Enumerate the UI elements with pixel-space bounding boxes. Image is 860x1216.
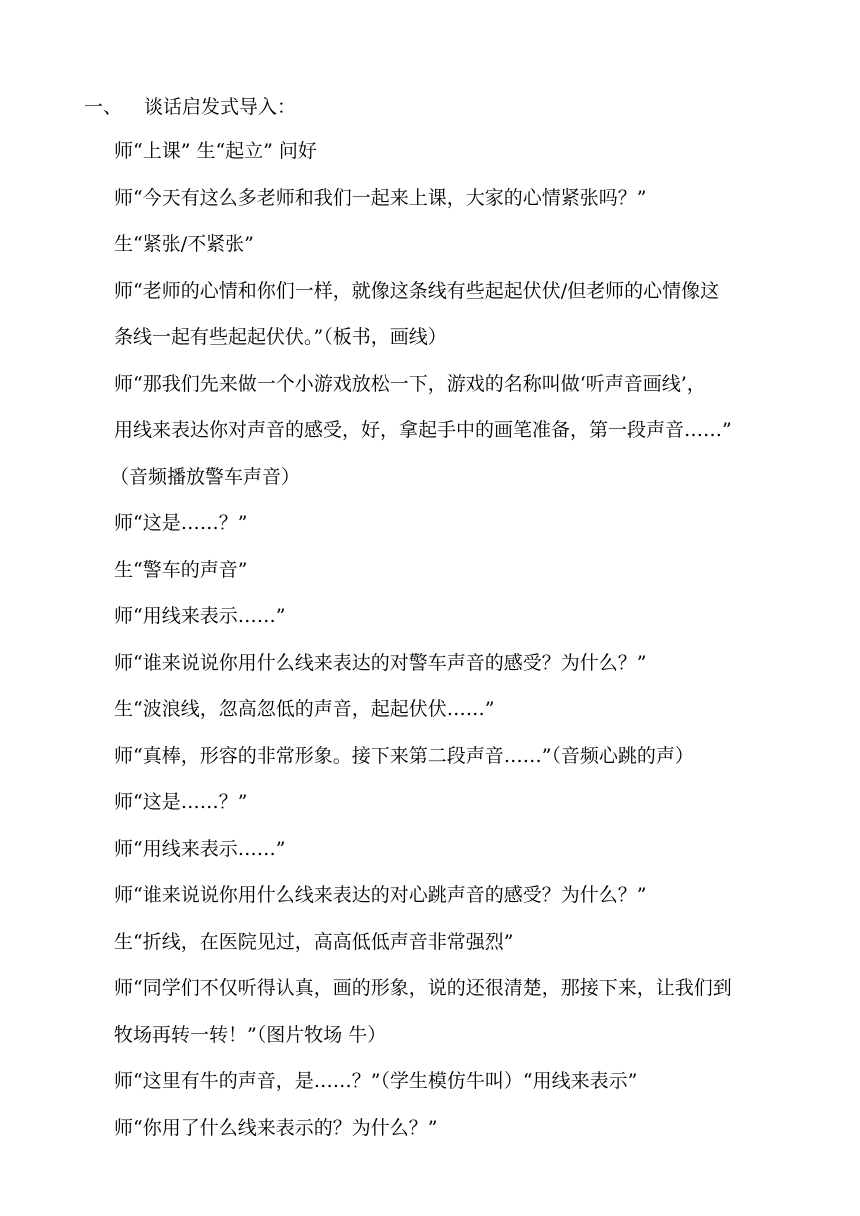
dialogue-line: 师“谁来说说你用什么线来表达的对警车声音的感受？为什么？”: [114, 651, 647, 674]
dialogue-line: 用线来表达你对声音的感受，好，拿起手中的画笔准备，第一段声音……”: [114, 419, 732, 441]
dialogue-line: 师“上课” 生“起立” 问好: [114, 140, 317, 162]
dialogue-line: 师“这是……？”: [114, 791, 248, 813]
dialogue-line: 师“真棒，形容的非常形象。接下来第二段声音……”（音频心跳的声）: [114, 744, 694, 767]
stage-direction-line: （音频播放警车声音）: [110, 465, 301, 488]
dialogue-line: 条线一起有些起起伏伏。”（板书，画线）: [114, 326, 447, 348]
dialogue-line: 师“这里有牛的声音，是……？”（学生模仿牛叫）“用线来表示”: [114, 1070, 638, 1092]
dialogue-line: 生“警车的声音”: [114, 558, 248, 581]
dialogue-line: 师“谁来说说你用什么线来表达的对心跳声音的感受？为什么？”: [114, 884, 647, 906]
dialogue-line: 生“折线，在医院见过，高高低低声音非常强烈”: [114, 930, 514, 953]
section-number: 一、: [84, 96, 123, 118]
dialogue-line: 师“老师的心情和你们一样，就像这条线有些起起伏伏/但老师的心情像这: [114, 279, 720, 302]
section-title: 谈话启发式导入：: [144, 96, 297, 118]
dialogue-line: 师“这是……？”: [114, 512, 248, 534]
dialogue-line: 师“用线来表示……”: [114, 837, 286, 860]
dialogue-line: 师“同学们不仅听得认真，画的形象，说的还很清楚，那接下来，让我们到: [114, 977, 732, 999]
dialogue-line: 师“用线来表示……”: [114, 605, 286, 627]
dialogue-line: 生“紧张/不紧张”: [114, 233, 254, 255]
dialogue-body: [110, 134, 794, 1157]
dialogue-line: 师“今天有这么多老师和我们一起来上课，大家的心情紧张吗？”: [114, 186, 647, 209]
dialogue-line: 生“波浪线，忽高忽低的声音，起起伏伏……”: [114, 698, 495, 720]
dialogue-line: 师“那我们先来做一个小游戏放松一下，游戏的名称叫做‘听声音画线’，: [114, 372, 706, 395]
dialogue-line: 牧场再转一转！”（图片牧场 牛）: [114, 1023, 387, 1046]
section-heading: [84, 90, 296, 124]
dialogue-line: 师“你用了什么线来表示的？为什么？”: [114, 1116, 438, 1139]
